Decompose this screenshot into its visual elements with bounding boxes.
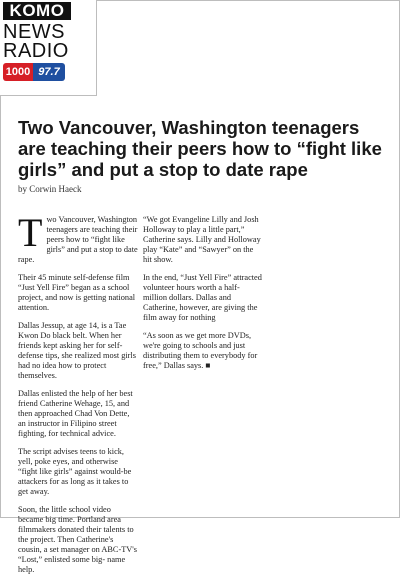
article-paragraph: In the end, “Just Yell Fire” attracted volunteer hours worth a half-million dollars. Dallas and Catherine, however, are giving the film away for nothing xyxy=(143,273,262,322)
logo-news-text: NEWS xyxy=(3,21,65,43)
article-paragraph: “As soon as we get more DVDs, we're going to schools and just distributing them to everybody for free,” Dallas says. ■ xyxy=(143,331,258,370)
article-paragraph: Dallas Jessup, at age 14, is a Tae Kwon Do black belt. When her friends kept asking her for self-defense tips, she realized most girls had no idea how to protect themselves. xyxy=(18,321,136,380)
article-paragraph: Their 45 minute self-defense film “Just Yell Fire” began as a school project, and now is getting national attention. xyxy=(18,273,136,312)
paragraph-text: wo Vancouver, Washington teenagers are teaching their peers how to “fight like girls” and put a stop to date rape. xyxy=(18,215,138,264)
article-column-left xyxy=(18,210,138,583)
article-headline: Two Vancouver, Washington teenagers are teaching their peers how to “fight like girls” and put a stop to date rape xyxy=(18,117,382,180)
article-column-right xyxy=(143,215,263,379)
drop-cap: T xyxy=(18,210,43,255)
komo-news-radio-logo xyxy=(0,0,97,96)
article-paragraph: The script advises teens to kick, yell, poke eyes, and otherwise “fight like girls” against would-be attackers for as long as it takes to get away. xyxy=(18,447,132,496)
logo-fm-frequency: 97.7 xyxy=(33,63,65,81)
article-paragraph xyxy=(18,210,138,265)
article-paragraph: Dallas enlisted the help of her best friend Catherine Wehage, 15, and then approached Chad Von Dette, an instructor in Filipino street fighting, for technical advice. xyxy=(18,389,133,438)
article-byline: by Corwin Haeck xyxy=(18,184,82,194)
logo-radio-text: RADIO xyxy=(3,40,69,62)
logo-komo-text: KOMO xyxy=(3,2,71,20)
article-paragraph: “We got Evangeline Lilly and Josh Holloway to play a little part,” Catherine says. Lilly and Holloway play “Kate” and “Sawyer” on the hit show. xyxy=(143,215,261,264)
logo-am-frequency: 1000 xyxy=(3,63,33,81)
logo-frequency-bar xyxy=(3,63,65,81)
article-paragraph: Soon, the little school video became big time. Portland area filmmakers donated their talents to the project. Then Catherine's cousin, a set manager on ABC-TV's “Lost,” enlisted some big- name help. xyxy=(18,505,138,574)
